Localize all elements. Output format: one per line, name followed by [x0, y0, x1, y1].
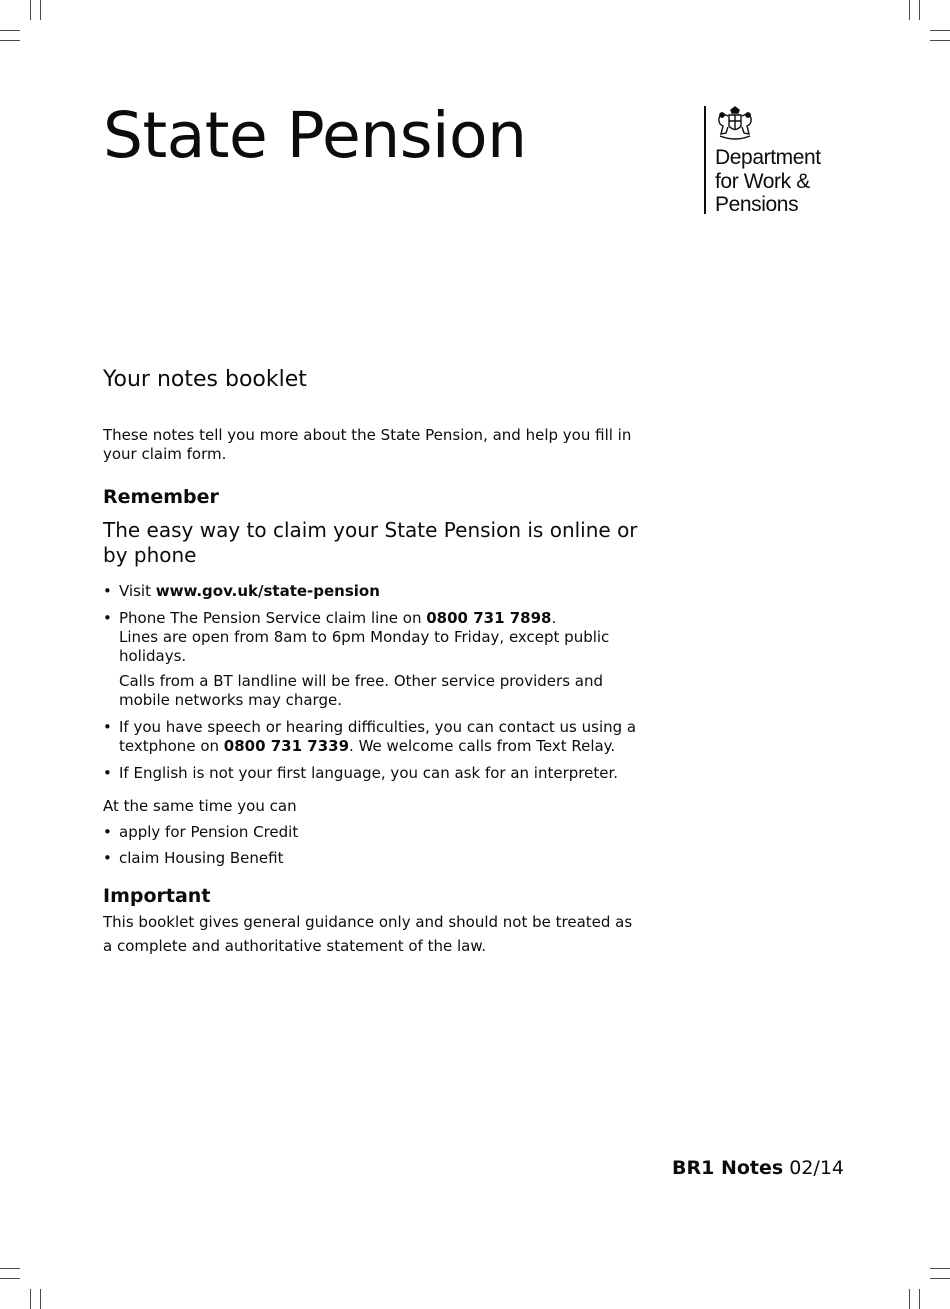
form-code — [672, 1155, 844, 1181]
website-link[interactable]: www.gov.uk/state-pension — [155, 582, 380, 600]
booklet-subtitle: Your notes booklet — [103, 367, 307, 392]
crop-mark — [930, 40, 950, 41]
crop-mark — [30, 1289, 31, 1309]
crop-mark — [0, 1268, 20, 1269]
royal-coat-of-arms-icon — [714, 106, 756, 142]
crop-mark — [919, 1289, 920, 1309]
textphone-number: 0800 731 7339 — [223, 737, 350, 755]
organisation-name-line: for Work & — [715, 169, 810, 193]
remember-lead: The easy way to claim your State Pension is online or by phone — [103, 518, 638, 567]
crop-mark — [30, 0, 31, 20]
organisation-name — [715, 146, 821, 217]
crop-mark — [909, 1289, 910, 1309]
crop-mark — [40, 0, 41, 20]
crop-mark — [0, 40, 20, 41]
list-item: • apply for Pension Credit — [103, 823, 638, 842]
remember-heading: Remember — [103, 486, 219, 508]
page-title: State Pension — [103, 99, 527, 172]
crop-mark — [0, 1278, 20, 1279]
intro-paragraph: These notes tell you more about the State Pension, and help you fill in your claim form. — [103, 426, 632, 463]
textphone-prefix: If you have speech or hearing difficulties, you can contact us using a textphone on — [119, 718, 637, 755]
phone-suffix: . — [551, 609, 557, 627]
crop-mark — [40, 1289, 41, 1309]
crop-mark — [930, 1278, 950, 1279]
list-item — [103, 609, 638, 710]
list-item — [103, 718, 638, 756]
list-item: • claim Housing Benefit — [103, 849, 638, 868]
claim-line-number: 0800 731 7898 — [426, 609, 552, 627]
booklet-content — [103, 364, 638, 958]
crop-mark — [0, 30, 20, 31]
textphone-suffix: . We welcome calls from Text Relay. — [349, 737, 616, 755]
crop-mark — [919, 0, 920, 20]
crop-mark — [930, 30, 950, 31]
organisation-name-line: Pensions — [715, 193, 799, 216]
dwp-logo — [704, 106, 844, 214]
same-time-list — [103, 823, 638, 868]
organisation-name-line: Department — [715, 146, 821, 169]
call-charges: Calls from a BT landline will be free. Other service providers and mobile networks may charge. — [119, 672, 603, 709]
list-item: • If English is not your first language, you can ask for an interpreter. — [103, 764, 638, 783]
visit-prefix: Visit — [119, 582, 156, 600]
contact-list — [103, 582, 638, 783]
list-item — [103, 582, 638, 601]
crop-mark — [909, 0, 910, 20]
important-heading: Important — [103, 885, 211, 907]
crop-mark — [930, 1268, 950, 1269]
important-text: This booklet gives general guidance only and should not be treated as a complete and authoritative statement of the law. — [103, 913, 633, 955]
form-code-name: BR1 Notes — [672, 1157, 784, 1179]
phone-prefix: Phone The Pension Service claim line on — [119, 609, 427, 627]
form-code-date: 02/14 — [789, 1157, 844, 1179]
same-time-intro: At the same time you can — [103, 797, 297, 815]
phone-hours: Lines are open from 8am to 6pm Monday to Friday, except public holidays. — [119, 628, 610, 665]
logo-rule — [704, 106, 706, 214]
